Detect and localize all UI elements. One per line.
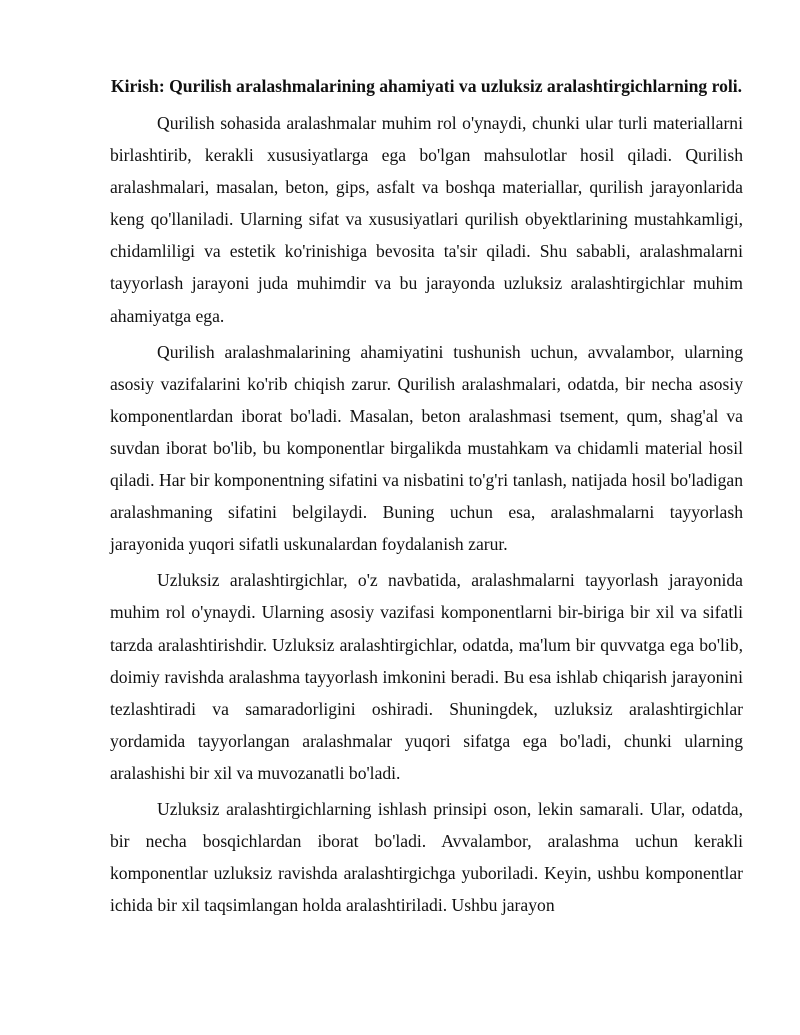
paragraph-1: Qurilish sohasida aralashmalar muhim rol o'ynaydi, chunki ular turli materiallarni birlashtirib, kerakli xususiyatlarga ega bo'lgan mahsulotlar hosil qiladi. Qurilish aralashmalari, masalan, beton, gips, asfalt va boshqa materiallar, qurilish jarayonlarida keng qo'llaniladi. Ularning sifat va xususiyatlari qurilish obyektlarining mustahkamligi, chidamliligi va estetik ko'rinishiga bevosita ta'sir qiladi. Shu sababli, aralashmalarni tayyorlash jarayoni juda muhimdir va bu jarayonda uzluksiz aralashtirgichlar muhim ahamiyatga ega.: [110, 113, 743, 326]
paragraph-3: Uzluksiz aralashtirgichlar, o'z navbatida, aralashmalarni tayyorlash jarayonida muhim rol o'ynaydi. Ularning asosiy vazifasi komponentlarni bir-biriga bir xil va sifatli tarzda aralashtirishdir. Uzluksiz aralashtirgichlar, odatda, ma'lum bir quvvatga ega bo'lib, doimiy ravishda aralashma tayyorlash imkonini beradi. Bu esa ishlab chiqarish jarayonini tezlashtiradi va samaradorligini oshiradi. Shuningdek, uzluksiz aralashtirgichlar yordamida tayyorlangan aralashmalar yuqori sifatga ega bo'ladi, chunki ularning aralashishi bir xil va muvozanatli bo'ladi.: [110, 570, 743, 783]
paragraph-4: Uzluksiz aralashtirgichlarning ishlash prinsipi oson, lekin samarali. Ular, odatda, bir necha bosqichlardan iborat bo'ladi. Avvalambor, aralashma uchun kerakli komponentlar uzluksiz ravishda aralashtirgichga yuboriladi. Keyin, ushbu komponentlar ichida bir xil taqsimlangan holda aralashtiriladi. Ushbu jarayon: [110, 798, 743, 916]
document-title: Kirish: Qurilish aralashmalarining ahamiyati va uzluksiz aralashtirgichlarning roli.: [110, 76, 743, 96]
paragraph-2: Qurilish aralashmalarining ahamiyatini tushunish uchun, avvalambor, ularning asosiy vazifalarini ko'rib chiqish zarur. Qurilish aralashmalari, odatda, bir necha asosiy komponentlardan iborat bo'ladi. Masalan, beton aralashmasi tsement, qum, shag'al va suvdan iborat bo'lib, bu komponentlar birgalikda mustahkam va chidamli material hosil qiladi. Har bir komponentning sifatini va nisbatini to'g'ri tanlash, natijada hosil bo'ladigan aralashmaning sifatini belgilaydi. Buning uchun esa, aralashmalarni tayyorlash jarayonida yuqori sifatli uskunalardan foydalanish zarur.: [110, 341, 743, 555]
